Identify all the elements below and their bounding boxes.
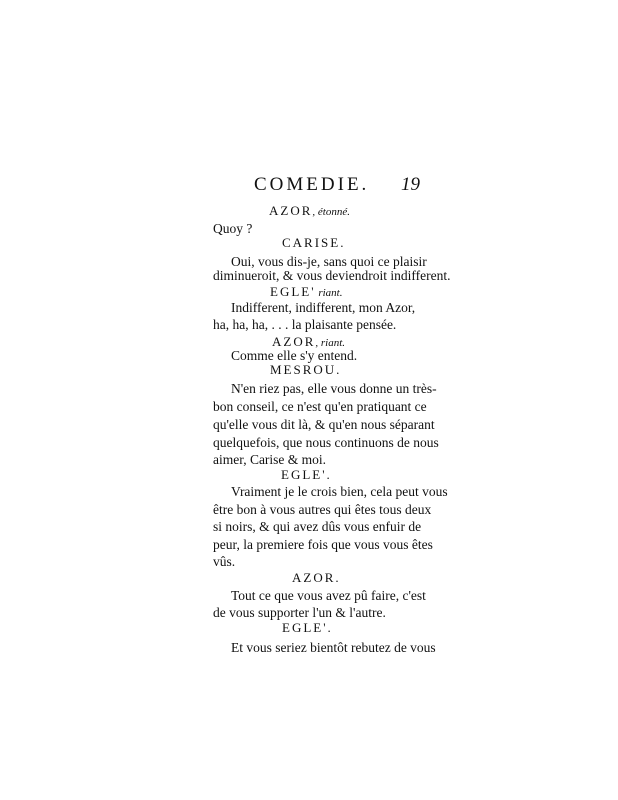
text-line: qu'elle vous dit là, & qu'en nous séparant [213, 417, 435, 432]
speaker-name: AZOR [269, 203, 313, 218]
stage-direction: riant. [315, 287, 343, 299]
speaker-heading: AZOR. [292, 570, 341, 585]
speaker-heading [269, 203, 350, 219]
text-line: diminueroit, & vous deviendroit indifferent. [213, 268, 451, 283]
text-line: bon conseil, ce n'est qu'en pratiquant ce [213, 399, 427, 414]
text-line: de vous supporter l'un & l'autre. [213, 605, 386, 620]
text-line: peur, la premiere fois que vous vous êtes [213, 537, 433, 552]
speaker-name: AZOR [272, 334, 316, 349]
text-line: Oui, vous dis-je, sans quoi ce plaisir [231, 254, 427, 269]
text-line: Quoy ? [213, 221, 253, 236]
text-line: vûs. [213, 554, 236, 569]
text-line: aimer, Carise & moi. [213, 452, 327, 467]
text-line: Comme elle s'y entend. [231, 348, 358, 363]
stage-direction: , riant. [315, 337, 346, 349]
speaker-heading: CARISE. [282, 235, 346, 250]
speaker-name: EGLE' [270, 284, 316, 299]
speaker-heading: EGLE'. [282, 620, 333, 635]
speaker-heading: EGLE'. [281, 467, 332, 482]
page-number: 19 [401, 174, 420, 195]
speaker-heading [270, 284, 342, 300]
running-title: COMEDIE. [254, 174, 370, 195]
text-line: Tout ce que vous avez pû faire, c'est [231, 588, 426, 603]
text-line: Et vous seriez bientôt rebutez de vous [231, 640, 436, 655]
stage-direction: , étonné. [312, 206, 350, 218]
text-line: être bon à vous autres qui êtes tous deux [213, 502, 432, 517]
text-line: si noirs, & qui avez dûs vous enfuir de [213, 519, 422, 534]
text-line: ha, ha, ha, . . . la plaisante pensée. [213, 317, 397, 332]
text-line: Vraiment je le crois bien, cela peut vous [231, 484, 448, 499]
text-line: quelquefois, que nous continuons de nous [213, 435, 439, 450]
speaker-heading: MESROU. [270, 362, 342, 377]
text-line: Indifferent, indifferent, mon Azor, [231, 300, 416, 315]
text-line: N'en riez pas, elle vous donne un très- [231, 381, 437, 396]
